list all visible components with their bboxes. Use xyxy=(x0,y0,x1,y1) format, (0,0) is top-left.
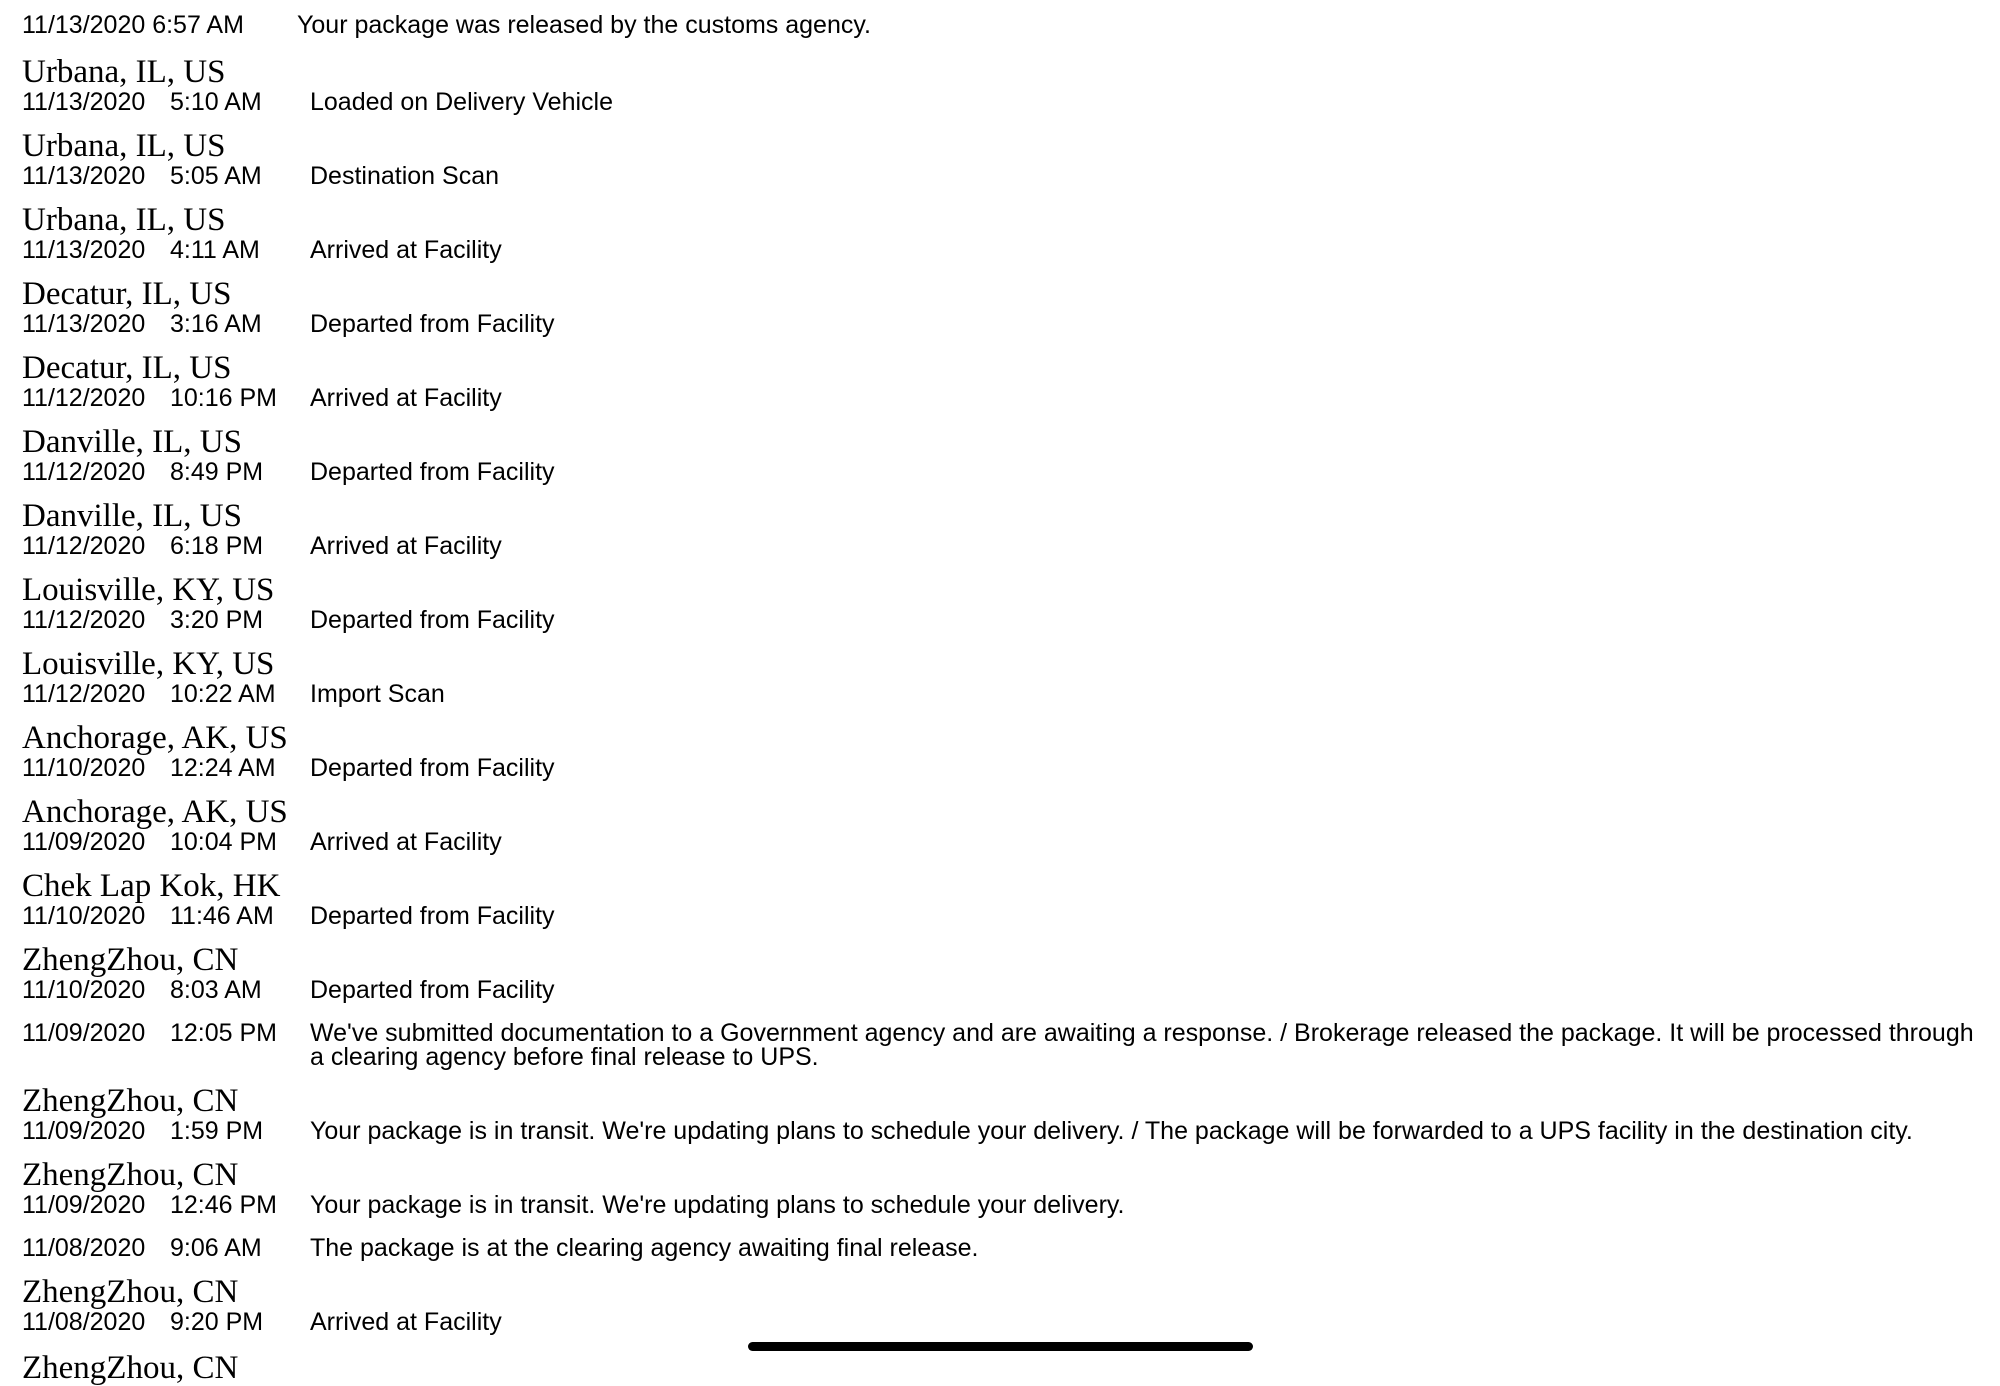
event-location-partial: ZhengZhou, CN xyxy=(22,1350,239,1386)
tracking-events xyxy=(22,54,1982,1348)
event-details-row xyxy=(22,608,1982,646)
event-details-row xyxy=(22,460,1982,498)
event-time: 5:05 AM xyxy=(170,162,262,190)
event-date: 11/09/2020 xyxy=(22,828,146,856)
event-description: Arrived at Facility xyxy=(310,236,502,264)
event-location: ZhengZhou, CN xyxy=(22,1083,239,1119)
event-details-row xyxy=(22,1119,1982,1157)
event-location: Danville, IL, US xyxy=(22,498,242,534)
event-location: Louisville, KY, US xyxy=(22,646,275,682)
event-details-row xyxy=(22,386,1982,424)
event-date: 11/09/2020 xyxy=(22,1117,146,1145)
event-time: 9:06 AM xyxy=(170,1234,262,1262)
tracking-event xyxy=(22,646,1982,720)
event-date: 11/13/2020 xyxy=(22,162,146,190)
event-location: Anchorage, AK, US xyxy=(22,720,288,756)
event-date: 11/13/2020 xyxy=(22,310,146,338)
tracking-event xyxy=(22,424,1982,498)
event-time: 5:10 AM xyxy=(170,88,262,116)
event-date: 11/12/2020 xyxy=(22,458,146,486)
event-description: Arrived at Facility xyxy=(310,828,502,856)
event-description: Departed from Facility xyxy=(310,458,555,486)
event-time: 11:46 AM xyxy=(170,902,274,930)
event-time: 12:05 PM xyxy=(170,1019,278,1047)
event-location: ZhengZhou, CN xyxy=(22,942,239,978)
event-date: 11/13/2020 xyxy=(22,236,146,264)
event-location: ZhengZhou, CN xyxy=(22,1157,239,1193)
tracking-event xyxy=(22,1083,1982,1157)
event-location: Urbana, IL, US xyxy=(22,202,226,238)
event-details-row xyxy=(22,164,1982,202)
event-location: Urbana, IL, US xyxy=(22,128,226,164)
event-date: 11/12/2020 xyxy=(22,606,146,634)
event-description: Departed from Facility xyxy=(310,754,555,782)
event-location: Danville, IL, US xyxy=(22,424,242,460)
event-time: 1:59 PM xyxy=(170,1117,264,1145)
event-description: We've submitted documentation to a Government agency and are awaiting a response. / Brokerage released the package. It will be processed through a clearing agency before final release to UPS. xyxy=(310,1019,1974,1071)
tracking-event xyxy=(22,942,1982,1016)
event-description: Your package was released by the customs agency. xyxy=(297,11,871,39)
tracking-event xyxy=(22,498,1982,572)
event-time: 12:46 PM xyxy=(170,1191,278,1219)
event-description: Loaded on Delivery Vehicle xyxy=(310,88,613,116)
event-details-row xyxy=(22,238,1982,276)
event-location: Anchorage, AK, US xyxy=(22,794,288,830)
tracking-event xyxy=(22,1231,1982,1274)
event-description: Departed from Facility xyxy=(310,606,555,634)
tracking-event xyxy=(22,868,1982,942)
event-time: 10:16 PM xyxy=(170,384,278,412)
event-time: 3:20 PM xyxy=(170,606,264,634)
event-date: 11/12/2020 xyxy=(22,384,146,412)
tracking-event xyxy=(22,276,1982,350)
event-description: Arrived at Facility xyxy=(310,384,502,412)
event-time: 4:11 AM xyxy=(170,236,260,264)
tracking-event xyxy=(22,720,1982,794)
tracking-event-first xyxy=(22,0,1982,54)
event-time: 9:20 PM xyxy=(170,1308,264,1336)
tracking-event xyxy=(22,794,1982,868)
event-location: Decatur, IL, US xyxy=(22,276,232,312)
tracking-history-list xyxy=(22,0,1982,1348)
event-description: Destination Scan xyxy=(310,162,500,190)
event-description: Your package is in transit. We're updating plans to schedule your delivery. / The package will be forwarded to a UPS facility in the destination city. xyxy=(310,1117,1913,1145)
tracking-event xyxy=(22,350,1982,424)
event-date: 11/10/2020 xyxy=(22,754,146,782)
event-details-row xyxy=(22,534,1982,572)
event-details-row xyxy=(22,1231,1982,1274)
event-description: Departed from Facility xyxy=(310,310,555,338)
tracking-event xyxy=(22,572,1982,646)
event-time: 3:16 AM xyxy=(170,310,262,338)
event-details-row xyxy=(22,978,1982,1016)
event-details-row xyxy=(22,682,1982,720)
event-details-row xyxy=(22,90,1982,128)
tracking-event xyxy=(22,1157,1982,1231)
event-date: 11/09/2020 xyxy=(22,1191,146,1219)
event-date: 11/08/2020 xyxy=(22,1234,146,1262)
event-details-row xyxy=(22,756,1982,794)
event-location: Urbana, IL, US xyxy=(22,54,226,90)
event-date: 11/08/2020 xyxy=(22,1308,146,1336)
event-time: 12:24 AM xyxy=(170,754,276,782)
tracking-event xyxy=(22,128,1982,202)
event-description: Import Scan xyxy=(310,680,445,708)
event-location: ZhengZhou, CN xyxy=(22,1274,239,1310)
event-description: Arrived at Facility xyxy=(310,532,502,560)
event-time: 8:49 PM xyxy=(170,458,264,486)
event-description: The package is at the clearing agency awaiting final release. xyxy=(310,1234,979,1262)
event-time: 6:18 PM xyxy=(170,532,264,560)
event-location: Louisville, KY, US xyxy=(22,572,275,608)
event-time: 8:03 AM xyxy=(170,976,262,1004)
event-location: Decatur, IL, US xyxy=(22,350,232,386)
event-date: 11/10/2020 xyxy=(22,976,146,1004)
event-details-row xyxy=(22,830,1982,868)
event-location: Chek Lap Kok, HK xyxy=(22,868,281,904)
event-time: 10:22 AM xyxy=(170,680,276,708)
event-date: 11/09/2020 xyxy=(22,1019,146,1047)
event-datetime: 11/13/2020 6:57 AM xyxy=(22,11,244,39)
event-details-row xyxy=(22,1016,1982,1083)
tracking-event xyxy=(22,202,1982,276)
event-description: Your package is in transit. We're updating plans to schedule your delivery. xyxy=(310,1191,1125,1219)
event-date: 11/10/2020 xyxy=(22,902,146,930)
event-description: Departed from Facility xyxy=(310,902,555,930)
event-time: 10:04 PM xyxy=(170,828,278,856)
home-indicator-bar[interactable] xyxy=(748,1342,1253,1351)
tracking-event xyxy=(22,1016,1982,1083)
event-date: 11/12/2020 xyxy=(22,680,146,708)
event-date: 11/12/2020 xyxy=(22,532,146,560)
event-description: Departed from Facility xyxy=(310,976,555,1004)
event-details-row xyxy=(22,1193,1982,1231)
event-description: Arrived at Facility xyxy=(310,1308,502,1336)
tracking-event xyxy=(22,54,1982,128)
tracking-event xyxy=(22,1274,1982,1348)
event-details-row xyxy=(22,904,1982,942)
event-date: 11/13/2020 xyxy=(22,88,146,116)
event-details-row xyxy=(22,312,1982,350)
